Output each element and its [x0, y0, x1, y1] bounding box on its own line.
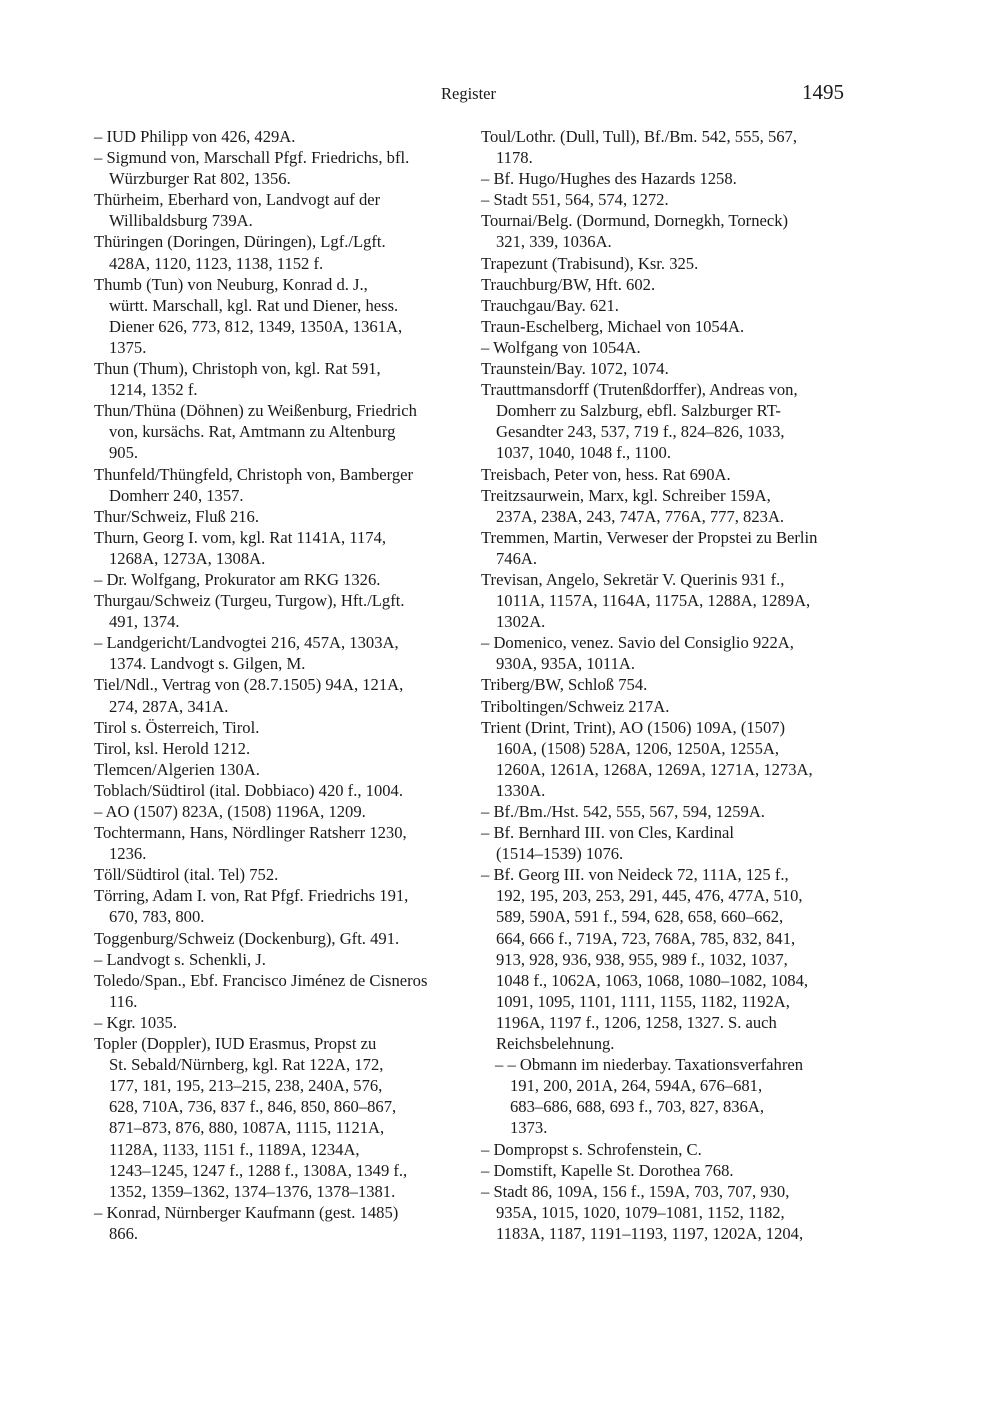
index-entry: Thurgau/Schweiz (Turgeu, Turgow), Hft./Lgft. 491, 1374.: [94, 591, 405, 632]
index-entry: – Bf./Bm./Hst. 542, 555, 567, 594, 1259A.: [481, 802, 765, 821]
index-entry: Tirol, ksl. Herold 1212.: [94, 738, 251, 758]
index-entry: – Stadt 551, 564, 574, 1272.: [481, 190, 669, 210]
index-entry: Traun-Eschelberg, Michael von 1054A.: [481, 316, 745, 336]
index-entry: Thun (Thum), Christoph von, kgl. Rat 591, 1214, 1352 f.: [94, 359, 381, 400]
index-entry: Thun/Thüna (Döhnen) zu Weißenburg, Friedrich von, kursächs. Rat, Amtmann zu Altenburg 905.: [94, 401, 417, 463]
index-entry: Töll/Südtirol (ital. Tel) 752.: [94, 865, 279, 885]
index-entry: Tremmen, Martin, Verweser der Propstei zu Berlin 746A.: [481, 527, 818, 568]
index-entry: Treisbach, Peter von, hess. Rat 690A.: [481, 464, 731, 484]
index-entry: – Domstift, Kapelle St. Dorothea 768.: [481, 1160, 734, 1180]
index-entry: – Wolfgang von 1054A.: [481, 337, 641, 357]
index-entry: Thurn, Georg I. vom, kgl. Rat 1141A, 1174, 1268A, 1273A, 1308A.: [94, 527, 387, 568]
index-entry: Toledo/Span., Ebf. Francisco Jiménez de Cisneros 116.: [94, 970, 428, 1011]
index-entry: Tiel/Ndl., Vertrag von (28.7.1505) 94A, 121A, 274, 287A, 341A.: [94, 675, 404, 716]
index-entry: Toblach/Südtirol (ital. Dobbiaco) 420 f., 1004.: [94, 780, 403, 800]
index-entry: Tournai/Belg. (Dormund, Dornegkh, Torneck) 321, 339, 1036A.: [481, 211, 789, 252]
index-entry: – Kgr. 1035.: [94, 1012, 177, 1032]
index-entry: Treitzsaurwein, Marx, kgl. Schreiber 159A, 237A, 238A, 243, 747A, 776A, 777, 823A.: [481, 485, 785, 526]
index-entry: Tochtermann, Hans, Nördlinger Ratsherr 1230, 1236.: [94, 823, 407, 864]
index-entry: Toggenburg/Schweiz (Dockenburg), Gft. 491.: [94, 928, 400, 948]
index-entry: Toul/Lothr. (Dull, Tull), Bf./Bm. 542, 555, 567, 1178.: [481, 127, 797, 168]
index-entry: – Domenico, venez. Savio del Consiglio 922A, 930A, 935A, 1011A.: [481, 633, 794, 674]
index-entry: – AO (1507) 823A, (1508) 1196A, 1209.: [94, 802, 366, 821]
index-entry: Thur/Schweiz, Fluß 216.: [94, 506, 259, 526]
index-entry: Tirol s. Österreich, Tirol.: [94, 717, 260, 737]
index-entry: Tlemcen/Algerien 130A.: [94, 759, 260, 779]
index-entry: Thunfeld/Thüngfeld, Christoph von, Bamberger Domherr 240, 1357.: [94, 464, 414, 505]
index-entry: – Landvogt s. Schenkli, J.: [94, 949, 266, 969]
index-entry: Trauchburg/BW, Hft. 602.: [481, 274, 656, 294]
index-entry: Triberg/BW, Schloß 754.: [481, 675, 648, 695]
index-entry: – Stadt 86, 109A, 156 f., 159A, 703, 707, 930, 935A, 1015, 1020, 1079–1081, 1152, 1182, 1183A, 1187, 1191–1193, 1197, 1202A, 1204,: [481, 1181, 804, 1243]
index-entry: Trevisan, Angelo, Sekretär V. Querinis 931 f., 1011A, 1157A, 1164A, 1175A, 1288A, 1289A, 1302A.: [481, 569, 811, 632]
index-entry: – – Obmann im niederbay. Taxationsverfahren 191, 200, 201A, 264, 594A, 676–681, 683–686, 688, 693 f., 703, 827, 836A, 1373.: [495, 1055, 804, 1138]
index-entry: Trauchgau/Bay. 621.: [481, 295, 619, 315]
left-column: [94, 126, 466, 1244]
page-number: 1495: [802, 80, 844, 104]
index-entry: Törring, Adam I. von, Rat Pfgf. Friedrichs 191, 670, 783, 800.: [94, 886, 409, 927]
index-entry: – Sigmund von, Marschall Pfgf. Friedrichs, bfl. Würzburger Rat 802, 1356.: [94, 148, 410, 189]
index-entry: – Bf. Georg III. von Neideck 72, 111A, 125 f., 192, 195, 203, 253, 291, 445, 476, 477A, 510, 589, 590A, 591 f., 594, 628, 658, 660–662, 664, 666 f., 719A, 723, 768A, 785, 832, 841, 913, 928, 936, 938, 955, 989 f., 1032, 1037, 1048 f., 1062A, 1063, 1068, 1080–1082, 1084, 1091, 1095, 1101, 1111, 1155, 1182, 1192A, 1196A, 1197 f., 1206, 1258, 1327. S. auch Reichsbelehnung.: [481, 865, 809, 1054]
right-column: [481, 126, 853, 1244]
index-entry: Triboltingen/Schweiz 217A.: [481, 696, 670, 716]
index-entry: Thüringen (Doringen, Düringen), Lgf./Lgft. 428A, 1120, 1123, 1138, 1152 f.: [94, 232, 386, 273]
index-entry: – Dompropst s. Schrofenstein, C.: [481, 1139, 702, 1159]
index-entry: – Landgericht/Landvogtei 216, 457A, 1303A, 1374. Landvogt s. Gilgen, M.: [94, 633, 399, 674]
index-entry: Topler (Doppler), IUD Erasmus, Propst zu St. Sebald/Nürnberg, kgl. Rat 122A, 172, 177, 181, 195, 213–215, 238, 240A, 576, 628, 710A, 736, 837 f., 846, 850, 860–867, 871–873, 876, 880, 1087A, 1115, 1121A, 1128A, 1133, 1151 f., 1189A, 1234A, 1243–1245, 1247 f., 1288 f., 1308A, 1349 f., 1352, 1359–1362, 1374–1376, 1378–1381.: [94, 1034, 408, 1201]
index-entry: – IUD Philipp von 426, 429A.: [94, 127, 296, 146]
index-entry: Thürheim, Eberhard von, Landvogt auf der Willibaldsburg 739A.: [94, 190, 381, 231]
index-entry: – Konrad, Nürnberger Kaufmann (gest. 1485) 866.: [94, 1202, 399, 1243]
index-entry: – Dr. Wolfgang, Prokurator am RKG 1326.: [94, 569, 381, 589]
index-entry: Trapezunt (Trabisund), Ksr. 325.: [481, 253, 699, 273]
index-entry: Trient (Drint, Trint), AO (1506) 109A, (1507) 160A, (1508) 528A, 1206, 1250A, 1255A, 1260A, 1261A, 1268A, 1269A, 1271A, 1273A, 1330A.: [481, 717, 813, 800]
index-entry: Traunstein/Bay. 1072, 1074.: [481, 359, 669, 379]
index-entry: – Bf. Bernhard III. von Cles, Kardinal (1514–1539) 1076.: [481, 823, 734, 864]
index-entry: Trauttmansdorff (Trutenßdorffer), Andreas von, Domherr zu Salzburg, ebfl. Salzburger RT- Gesandter 243, 537, 719 f., 824–826, 1033, 1037, 1040, 1048 f., 1100.: [481, 380, 798, 463]
running-head: Register: [441, 84, 496, 103]
index-entry: Thumb (Tun) von Neuburg, Konrad d. J., württ. Marschall, kgl. Rat und Diener, hess. Diener 626, 773, 812, 1349, 1350A, 1361A, 1375.: [94, 274, 403, 357]
index-entry: – Bf. Hugo/Hughes des Hazards 1258.: [481, 169, 737, 189]
